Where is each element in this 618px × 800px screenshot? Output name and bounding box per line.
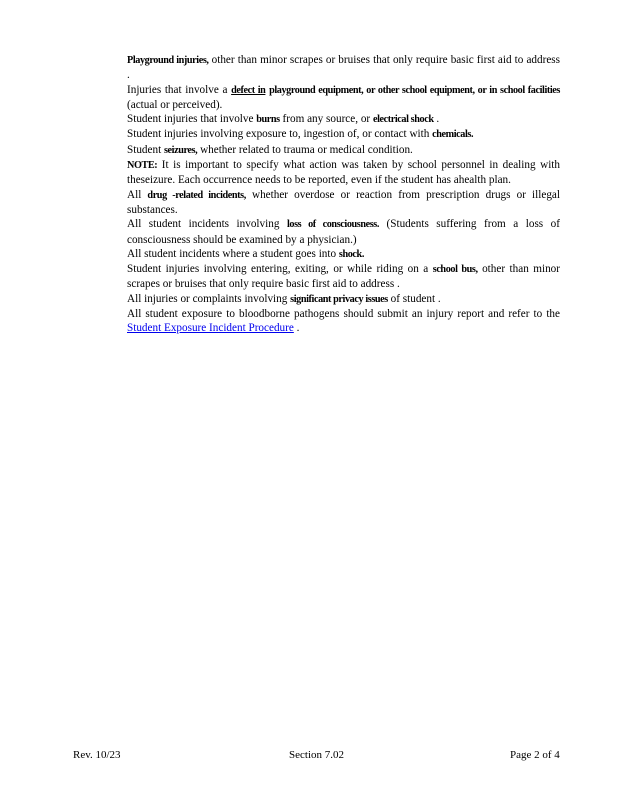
emphasis-text: burns [256, 114, 280, 126]
body-text: All student exposure to bloodborne pathogens should submit an injury report and refer to the [127, 308, 560, 321]
emphasis-text: loss of consciousness. [286, 219, 380, 231]
body-text: from any source, or [279, 113, 373, 126]
body-text: Injuries that involve a [127, 83, 232, 96]
emphasis-text: defect in [231, 84, 266, 96]
body-text: Student [127, 143, 164, 156]
emphasis-text: school bus, [432, 264, 478, 276]
body-text: whether overdose or reaction from prescription drugs or illegal substances. [127, 188, 561, 216]
note-label: NOTE: [127, 160, 158, 172]
emphasis-text: seizures, [163, 144, 198, 156]
emphasis-text: Playground injuries, [127, 55, 209, 66]
list-item-text [127, 292, 560, 307]
list-item-text [127, 83, 560, 113]
list-item [108, 247, 560, 262]
emphasis-text: playground equipment, [269, 84, 364, 96]
list-item [108, 83, 560, 113]
list-item-text [127, 127, 560, 142]
body-text: Student injuries that involve [127, 113, 257, 126]
body-text: other than minor scrapes or bruises that only require basic first aid to address . [127, 54, 560, 82]
body-text: All student incidents where a student goes into [127, 247, 339, 260]
footer-page-number: Page 2 of 4 [510, 749, 560, 761]
body-text: All injuries or complaints involving [127, 292, 291, 305]
emphasis-text: chemicals. [432, 129, 474, 141]
body-text: . [433, 113, 440, 126]
body-text: All student incidents involving [127, 218, 287, 231]
note-text: It is important to specify what action was taken by school personnel in dealing with theseizure. Each occurrence needs to be reported, even if the student has ahealth plan. [127, 159, 560, 187]
list-item [108, 188, 560, 218]
list-item-text [127, 217, 560, 247]
list-item-text [127, 143, 560, 188]
list-item-text [127, 112, 560, 127]
body-text: whether related to trauma or medical condition. [197, 143, 413, 156]
list-item-text [127, 307, 560, 336]
list-item-text [127, 247, 560, 262]
footer-section: Section 7.02 [289, 749, 344, 761]
emphasis-text: significant privacy issues [290, 293, 388, 305]
list-item [108, 217, 560, 247]
body-text: of student . [387, 292, 441, 305]
procedure-link[interactable]: Student Exposure Incident Procedure [127, 322, 294, 335]
footer-revision: Rev. 10/23 [73, 749, 121, 761]
list-item-text [127, 188, 560, 218]
body-text: Student injuries involving exposure to, ingestion of, or contact with [127, 128, 433, 141]
list-item [108, 292, 560, 307]
list-item-text [127, 262, 560, 292]
incident-list [108, 53, 560, 336]
body-text: Student injuries involving entering, exiting, or while riding on a [127, 263, 433, 276]
list-item [108, 307, 560, 336]
body-text: other than minor scrapes or bruises that only require basic first aid to address . [127, 263, 560, 291]
emphasis-text: electrical shock [372, 114, 434, 126]
body-text: (actual or perceived). [127, 98, 223, 111]
list-item-text [127, 53, 560, 83]
list-item [108, 262, 560, 292]
list-item [108, 112, 560, 127]
body-text: . [293, 322, 300, 335]
emphasis-text: or other school equipment, [363, 84, 475, 96]
emphasis-text: or in school facilities [474, 84, 560, 96]
list-item [108, 127, 560, 142]
emphasis-text: drug -related incidents, [147, 189, 246, 201]
list-item [108, 53, 560, 83]
body-text: All [127, 188, 148, 201]
emphasis-text: shock. [338, 248, 364, 260]
list-item [108, 143, 560, 188]
body-text: (Students suffering from a loss of consciousness should be examined by a physician.) [127, 218, 560, 246]
